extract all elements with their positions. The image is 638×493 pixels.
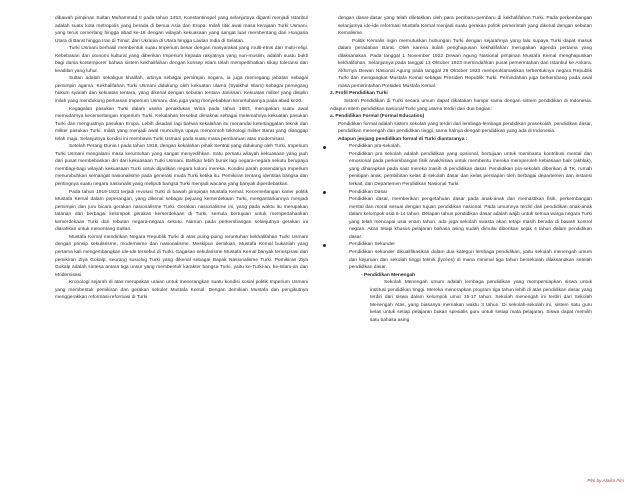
paragraph: Pendidikan pra sekolah adalah pendidikan yang opsional, bertujuan untuk membantu kontribusi mental dan emosional pada perkembangan fisik anak/siswa untuk membentu mereka memperoleh kebiasaan baik (akhlak), yang diharapkan pada saat mereka masih di pendidikan dasar. Pendidikan pra-sekolah diberikan di TK, rumah penitipan anak, pembibitan kelas di sekolah dasar dan kelas persiapan oleh berbagai departemen dan instansi terkait, dan Departemen Pendidikan Nasional Turki. — [349, 151, 592, 188]
section-heading: 3. Profil Pendidikan Turki — [330, 91, 388, 97]
paragraph: Turki Usmani berhasil membentuk suatu Imperium besar dengan masyarakat yang multi-etnis dan multi-religi. Kebebasan dan otonomi kultural yang diberikan Imperium kepada rakyatnya yang non-muslim, adalah suatu bukti bagi dunia kontemporer bahwa sistem kekhalifahan dengan konsep Islam telah memperlihatkan sikap toleransi dan keadilan yang luhur. — [55, 46, 308, 74]
paragraph: Politik Kemalis ingin memutuskan hubungan Turki dengan sejarahnya yang lalu supaya Turki dapat masuk dalam peradaban Barat. Oleh karena itulah penghapusan kekhalifahan merupakan agenda pertama yang dilaksanakan. Pada tanggal 1 November 1922 Dewan Agung Nasional pimpinan Mustafa Kemal menghapuskan kekhalifahan. Selanjutnya pada tanggal 13 Oktober 1923 memindahkan pusat pemerintahan dari Istanbul ke Ankara. Akhirnya Dewan Nasional Agung pada tanggal 29 Oktober 1923 memproklamasikan terbentuknya negara Republik Turki dan mengangkat Mustafa Kemal sebagai Presiden Republik Turki. Pemindahan juga berkembang pada awal masa pemerintahan Presiden Mustafa Kemal. — [338, 38, 592, 89]
paragraph: dengan dasar-dasar yang telah diletakkan oleh para pembaru-pembaru di kekhalifahan Turki. Pada perkembangan selanjutnya ide-ide reformasi Mustafa Kemal menjadi suatu gerakan politik pemerintah yang dikenal dengan sebutan Kemalisme. — [338, 16, 592, 37]
paragraph: Pendidikan sekunder dikualifikasikan dalam dua kategori lembaga pendidikan, yaitu sekolah menengah umum dan kejuruan dan sekolah tinggi teknik (lycées) di mana minimal tiga tahun bersekolah dilaksanakan setelah pendidikan dasar. — [349, 249, 592, 271]
page-footer: Plm by Alaika Fim — [587, 478, 624, 483]
right-column — [330, 15, 592, 324]
paragraph: Sekolah Menengah umum adalah lembaga pendidikan yang mempersiapkan siswa untuk institusi pendidikan tinggi. Mereka menerapkan program tiga tahun lebih di atas pendidikan dasar yang terdiri dari siswa dalam kelompok umur 15-17 tahun. Sekolah menengah ini terdiri dari Sekolah Menengah Atas, yang biasanya memakan waktu 3 tahun. Di sekolah-sekolah ini, sistem satu guru kelas untuk setiap pelajaran bukan spesialis guru untuk setiap mata pelajaran. Siswa dapat memilih satu bahasa asing — [370, 280, 592, 323]
paragraph: Pendidikan dasar, memberikan pengetahuan dasar pada anak-anak dan memastikan fisik, perkembangan mental dan moral sesuai dengan tujuan pendidikan nasional. Pada umumnya terdiri dari pendidikan anak-anak dalam kelompok usia 6-14 tahun. Delapan tahun pendidikan dasar adalah wajib untuk semua warga negara Turki yang telah mencapai usia enam tahun, ada juga sekolah swasta akan tetapi masih berada di bawah kontrol negara. Akan tetapi khusus pelajaran bahasa asing sudah dimulai diberikan sejak 4 tahun dalam pendidikan dasar. — [349, 197, 592, 240]
paragraph: Sultan adalah sekaligus khalifah, artinya sebagai pemimpin negara, ia juga memegang jabatan sebagai pemimpin agama. Kekhalifahan Turki Usmani didukung oleh kekuatan ulama (Syaikhul Islam) sebagai pemegang hukum syariah dan kekuatan tentara, yang dikenal dengan sebutan tentara Janissari. Kekuatan militer yang disiplin inilah yang mendukung perluasan Imperium Usmani, dan juga yang menyebabkan keruntuhannya pada abad ke20. — [55, 76, 308, 105]
list-heading: Adapun jenjang pendidikan formal di Turki diantaranya : — [338, 136, 468, 142]
paragraph: Pendidikan formal adalah sistem sekolah yang terdiri dari lembaga-lembaga pendidikan prasekolah, pendidikan dasar, pendidikan menengah dan pendidikan tinggi, sama halnya dengan pendidikan yang ada di Indonesia. — [338, 121, 592, 135]
sublist-title: - Pendidikan Menengah — [361, 272, 416, 278]
list-item-title: Pendidikan pra-sekolah. — [330, 143, 592, 151]
paragraph: Kronologi sejarah di atas merupakan uraian untuk menerangkan suatu kondisi sosial politik Imperium Usmani yang membentuk pemikiran dan gerakan sekuler Mustafa Kemal. Dengan demikian Mustafa dan pengikutnya menggerakkan reformasi-reformasi di Turki — [55, 280, 308, 301]
paragraph: Kegagalan pasukan Turki dalam usaha penaklukan Wina pada tahun 1683, merupakan suatu awal memudarnya kecemerlangan Imperium Turki. Kekalahan tersebut dimaknai sebagai melemahnya kekuatan pasukan Turki dan menguatnya pasukan Eropa. Lebih disadari lagi bahwa kekalahan itu menandai ketertinggalan teknik dan militer pasukan Turki. Inilah yang menjadi awal munculnya upaya mencontoh teknologi militer Barat yang dianggap telah maju. Selanjutnya kondisi ini membawa Turki Usmani pada suatu masa pembaruan atau modernisasi. — [55, 106, 308, 142]
left-column — [55, 15, 308, 302]
paragraph: Pada tahun 1919-1923 terjadi revolusi Turki di bawah pimpinan Mustafa Kemal. Kecemerlangan karier politik Mustafa Kemal dalam peperangan, yang dikenal sebagai pejuang kemerdekaan Turki, mengantarkannya menjadi pemimpin dan juru bicara gerakan nasionalisme Turki. Gerakan nasionalisme ini, yang pada waktu itu merupakan tatanan dari berbagai kelompok gerakan kemerdekaan di Turki, semula bertujuan untuk mempertahankan kemerdekaan Turki dari rebutan negara-negara sekutu. Namun pada perkembangan selanjutnya gerakan ini diarahkan untuk menentang Sultan. — [55, 189, 308, 233]
paragraph: Sistem Pendidikan di Turki secara umum dapat dikatakan hampir sama dengan sistem pendidikan di Indonesia. Adapun sitem pendidikan nasional Turki yang utama terdiri dari dua bagian: — [330, 99, 592, 112]
list-item-title: Pendidikan Sekunder — [330, 241, 592, 249]
paragraph: dibawah pimpinan Sultan Muhammad II pada tahun 1453. Konstantinopel yang selanjutnya diganti menjadi Istanbul adalah suatu kota metropolis yang berada di benua Asia dan Eropa. Inilah titik awal masa kerajaan Turki Usmani, yang terus cemerlang hingga abad ke-18 dengan wilayah kekuasaan yang sangat luas membentang dari Hongaria Utara di Barat hingga Iran di Timur; dari Ukrania di Utara hingga Lautan India di Selatan. — [55, 16, 308, 44]
paragraph: Mustafa Kemal mendirikan Negara Republik Turki di atas puing-puing reruntuhan kekhalifahan Turki Usmani dengan prinsip sekularisme, modernisme dan nasionalisme. Meskipun demikian, Mustafa Kemal bukanlah yang pertama kali mengembangkan ide-ide tersebut di Turki. Gagasan sekularisme Mustafa Kemal banyak terinspirasi dari pemikiran Ziya Gokalp, seorang sosiolog Turki yang dikenal sebagai Bapak Nasionalisme Turki. Pemikiran Ziya Gokalp adalah sintesa antara tiga unsur yang membentuk karakter bangsa Turki, yaitu ke-Turki-an, ke-Islam-an dan Modernisasi. — [55, 234, 308, 278]
list-item-title: Pendidikan Dasar — [330, 189, 592, 197]
subsection-heading: a. Pendidikan Formal (Formal Education) — [330, 114, 425, 120]
paragraph: Setelah Perang Dunia I pada tahun 1918, dengan kekalahan pihak Sentral yang didukung oleh Turki, Imperium Turki Usmani mengalami masa keruntuhan yang sangat menyedihkan. Satu persatu wilayah kekuasaan yang jauh dari pusat membebaskan diri dari kekuasaan Turki Usmani. Bahkan lebih buruk lagi negara-negara sekutu berupaya membagi-bagi wilayah kekuasaan Turki untuk dijadikan negara koloni mereka. Kondisi parah posendanya Imperium menumbuhkan semangat nasionalisme pada generasi muda Turki ketika itu. Pemikiran tentang identitas bangsa dan pentingnya suatu negara nasionalis yang meliputi bangsa Turki menjadi wacana yang banyak diperdebatkan. — [55, 144, 308, 188]
